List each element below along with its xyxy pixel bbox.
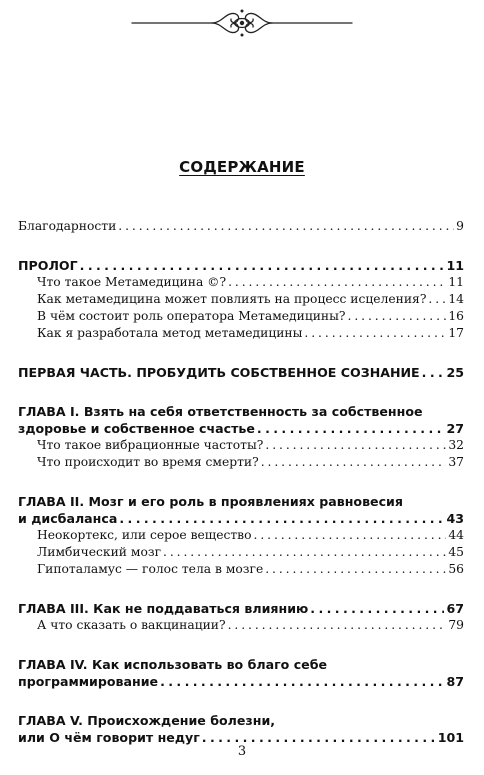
toc-subentry[interactable]	[18, 617, 464, 634]
dot-leader	[304, 325, 446, 342]
chapter2-title-line1[interactable]: ГЛАВА II. Мозг и его роль в проявлениях равновесия	[18, 494, 403, 509]
dot-leader	[422, 364, 445, 381]
entry-page: 37	[448, 455, 464, 469]
dot-leader	[254, 527, 447, 544]
toc-entry-chapter3[interactable]	[18, 600, 464, 617]
page-number: 3	[237, 744, 247, 759]
dot-leader	[228, 617, 447, 634]
dot-leader	[119, 510, 444, 527]
toc-title: СОДЕРЖАНИЕ	[179, 158, 305, 176]
entry-text: или О чём говорит недуг	[18, 730, 200, 745]
ornament-flourish-icon	[130, 6, 354, 40]
entry-page: 101	[437, 730, 464, 745]
entry-page: 67	[446, 601, 464, 616]
toc-entries	[18, 218, 464, 746]
dot-leader	[265, 561, 446, 578]
toc-subentry[interactable]	[18, 544, 464, 561]
toc-subentry[interactable]	[18, 274, 464, 291]
entry-page: 16	[448, 309, 464, 323]
entry-page: 32	[448, 438, 464, 452]
entry-text: Неокортекс, или серое вещество	[37, 528, 252, 542]
dot-leader	[163, 544, 446, 561]
dot-leader	[428, 291, 446, 308]
toc-entry-chapter4[interactable]	[18, 673, 464, 690]
entry-page: 14	[448, 292, 464, 306]
entry-text: здоровье и собственное счастье	[18, 421, 255, 436]
entry-text: ПЕРВАЯ ЧАСТЬ. ПРОБУДИТЬ СОБСТВЕННОЕ СОЗНАНИЕ	[18, 365, 420, 380]
toc-subentry[interactable]	[18, 561, 464, 578]
dot-leader	[228, 274, 446, 291]
toc-entry-prologue[interactable]	[18, 257, 464, 274]
dot-leader	[348, 308, 447, 325]
toc-subentry[interactable]	[18, 454, 464, 471]
entry-page: 11	[448, 275, 464, 289]
entry-text: ПРОЛОГ	[18, 258, 78, 273]
entry-text: Как метамедицина может повлиять на процесс исцеления?	[37, 292, 427, 306]
entry-text: А что сказать о вакцинации?	[37, 618, 226, 632]
entry-page: 87	[446, 674, 464, 689]
chapter4-title-line1[interactable]: ГЛАВА IV. Как использовать во благо себе	[18, 657, 328, 672]
entry-text: Что такое вибрационные частоты?	[37, 438, 264, 452]
dot-leader	[80, 257, 445, 274]
toc-subentry[interactable]	[18, 308, 464, 325]
entry-page: 17	[448, 326, 464, 340]
entry-text: Что происходит во время смерти?	[37, 455, 259, 469]
chapter5-title-line1[interactable]: ГЛАВА V. Происхождение болезни,	[18, 713, 276, 728]
toc-subentry[interactable]	[18, 527, 464, 544]
dot-leader	[257, 420, 445, 437]
entry-text: Что такое Метамедицина ©?	[37, 275, 227, 289]
entry-text: и дисбаланса	[18, 511, 118, 526]
entry-text: Гипоталамус — голос тела в мозге	[37, 562, 264, 576]
entry-page: 11	[446, 258, 464, 273]
dot-leader	[310, 600, 444, 617]
entry-text: ГЛАВА III. Как не поддаваться влиянию	[18, 601, 309, 616]
entry-page: 25	[446, 365, 464, 380]
toc-entry-acknowledgements[interactable]	[18, 218, 464, 235]
entry-page: 9	[456, 219, 464, 233]
entry-page: 79	[448, 618, 464, 632]
toc-subentry[interactable]	[18, 291, 464, 308]
entry-page: 56	[448, 562, 464, 576]
entry-page: 27	[446, 421, 464, 436]
entry-text: Как я разработала метод метамедицины	[37, 326, 303, 340]
chapter1-title-line1[interactable]: ГЛАВА I. Взять на себя ответственность за собственное	[18, 404, 423, 419]
dot-leader	[265, 437, 446, 454]
entry-text: программирование	[18, 674, 159, 689]
toc-entry-part1[interactable]	[18, 364, 464, 381]
entry-page: 44	[448, 528, 464, 542]
entry-text: Лимбический мозг	[37, 545, 162, 559]
entry-page: 43	[446, 511, 464, 526]
dot-leader	[160, 673, 444, 690]
toc-entry-chapter2[interactable]	[18, 510, 464, 527]
entry-text: В чём состоит роль оператора Метамедицины?	[37, 309, 346, 323]
decorative-ornament	[130, 6, 354, 40]
toc-subentry[interactable]	[18, 325, 464, 342]
entry-text: Благодарности	[18, 219, 117, 233]
toc-subentry[interactable]	[18, 437, 464, 454]
entry-page: 45	[448, 545, 464, 559]
dot-leader	[118, 218, 454, 235]
toc-entry-chapter1[interactable]	[18, 420, 464, 437]
dot-leader	[261, 454, 447, 471]
